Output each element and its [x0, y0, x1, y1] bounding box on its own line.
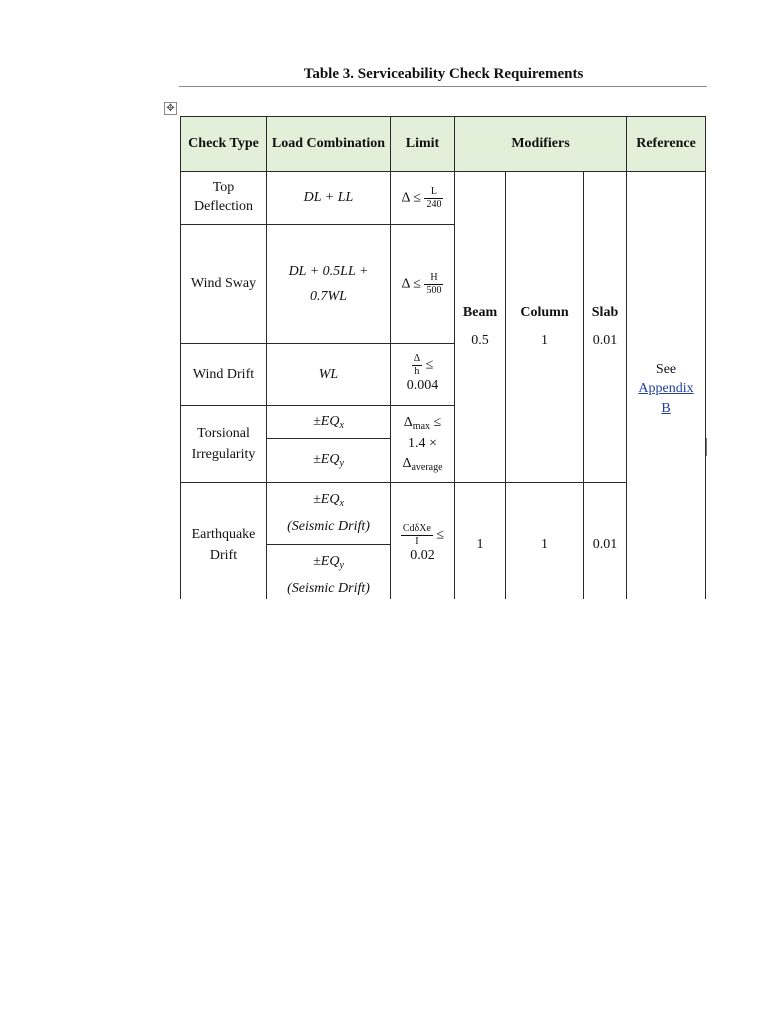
slab-value: 0.01 [592, 333, 618, 348]
cell-check-type [181, 483, 267, 600]
slab-label: Slab [591, 305, 619, 321]
caption-divider [179, 86, 707, 87]
cell-load-combination [267, 439, 391, 483]
cell-modifier-beam: 1 [455, 483, 506, 600]
combination-text: ±EQ [313, 413, 340, 429]
cell-reference [627, 172, 706, 600]
appendix-link-letter[interactable]: B [661, 400, 671, 416]
limit-subscript: max [412, 421, 431, 433]
combination-subscript: x [339, 419, 344, 431]
beam-value: 0.5 [471, 333, 489, 348]
cell-check-type: Top Deflection [181, 172, 267, 225]
cell-load-combination: WL [267, 344, 391, 406]
serviceability-table-container [180, 116, 708, 599]
cell-limit [391, 406, 455, 483]
limit-numerator: CdδXe [402, 522, 431, 534]
limit-numerator: Δ [413, 352, 421, 364]
limit-prefix: Δ ≤ [401, 190, 421, 206]
limit-symbol: Δ [402, 455, 412, 471]
cell-check-type: Wind Sway [181, 225, 267, 344]
table-row [181, 172, 706, 225]
combination-text: ±EQ [313, 553, 340, 569]
limit-fraction [412, 354, 422, 377]
header-limit: Limit [391, 117, 455, 172]
cell-modifier-beam [455, 172, 506, 483]
combination-line [271, 487, 386, 514]
limit-denominator: 500 [426, 284, 442, 296]
check-type-line: Earthquake [191, 526, 256, 542]
combination-subscript: y [339, 458, 344, 470]
reference-see: See [655, 361, 677, 377]
check-type-line: Drift [209, 547, 238, 563]
cell-modifier-column [506, 172, 584, 483]
cell-load-combination: DL + LL [267, 172, 391, 225]
header-reference: Reference [627, 117, 706, 172]
limit-subscript: average [411, 461, 443, 473]
appendix-link[interactable]: Appendix [638, 381, 694, 397]
header-check-type: Check Type [181, 117, 267, 172]
header-row [181, 117, 706, 172]
limit-value: 0.004 [406, 377, 439, 393]
limit-denominator: h [414, 365, 420, 377]
cell-limit [391, 172, 455, 225]
limit-symbol: Δ [403, 415, 413, 431]
move-arrows-icon[interactable]: ✥ [164, 102, 177, 115]
limit-suffix: ≤ [433, 415, 442, 431]
table-caption: Table 3. Serviceability Check Requirements [303, 66, 584, 82]
limit-line [395, 454, 450, 475]
combination-note: (Seismic Drift) [287, 518, 370, 534]
limit-prefix: Δ ≤ [401, 276, 421, 292]
check-type-line: Torsional [197, 426, 250, 441]
combination-subscript: x [339, 497, 344, 509]
check-type-line: Irregularity [191, 447, 256, 462]
limit-suffix: ≤ [425, 357, 434, 373]
combination-line: 0.7WL [310, 289, 347, 304]
header-modifiers: Modifiers [455, 117, 627, 172]
cell-limit [391, 483, 455, 600]
cell-load-combination [267, 483, 391, 545]
cell-limit [391, 225, 455, 344]
beam-label: Beam [462, 305, 498, 321]
limit-fraction [424, 273, 443, 296]
combination-line: DL + 0.5LL + [288, 263, 369, 279]
text-cursor [706, 438, 707, 456]
cell-check-type: Wind Drift [181, 344, 267, 406]
combination-text: ±EQ [313, 452, 340, 468]
cell-modifier-column: 1 [506, 483, 584, 600]
limit-fraction [424, 187, 443, 210]
limit-line [395, 413, 450, 434]
cell-load-combination [267, 545, 391, 600]
column-label: Column [520, 305, 569, 321]
limit-suffix: ≤ [436, 527, 445, 543]
cell-check-type [181, 406, 267, 483]
limit-numerator: H [424, 273, 443, 285]
column-value: 1 [541, 333, 548, 348]
combination-line [271, 549, 386, 576]
cell-modifier-slab [584, 172, 627, 483]
limit-value: 0.02 [410, 547, 435, 563]
serviceability-table [180, 116, 706, 599]
limit-numerator: L [424, 187, 443, 199]
combination-text: ±EQ [313, 491, 340, 507]
combination-subscript: y [339, 559, 344, 571]
limit-denominator: I [415, 535, 419, 547]
cell-limit [391, 344, 455, 406]
combination-note: (Seismic Drift) [287, 580, 370, 596]
limit-denominator: 240 [426, 198, 442, 210]
limit-fraction [401, 524, 433, 547]
cell-load-combination [267, 225, 391, 344]
limit-line: 1.4 × [408, 436, 437, 452]
cell-modifier-slab: 0.01 [584, 483, 627, 600]
header-load-combination: Load Combination [267, 117, 391, 172]
cell-load-combination [267, 406, 391, 439]
